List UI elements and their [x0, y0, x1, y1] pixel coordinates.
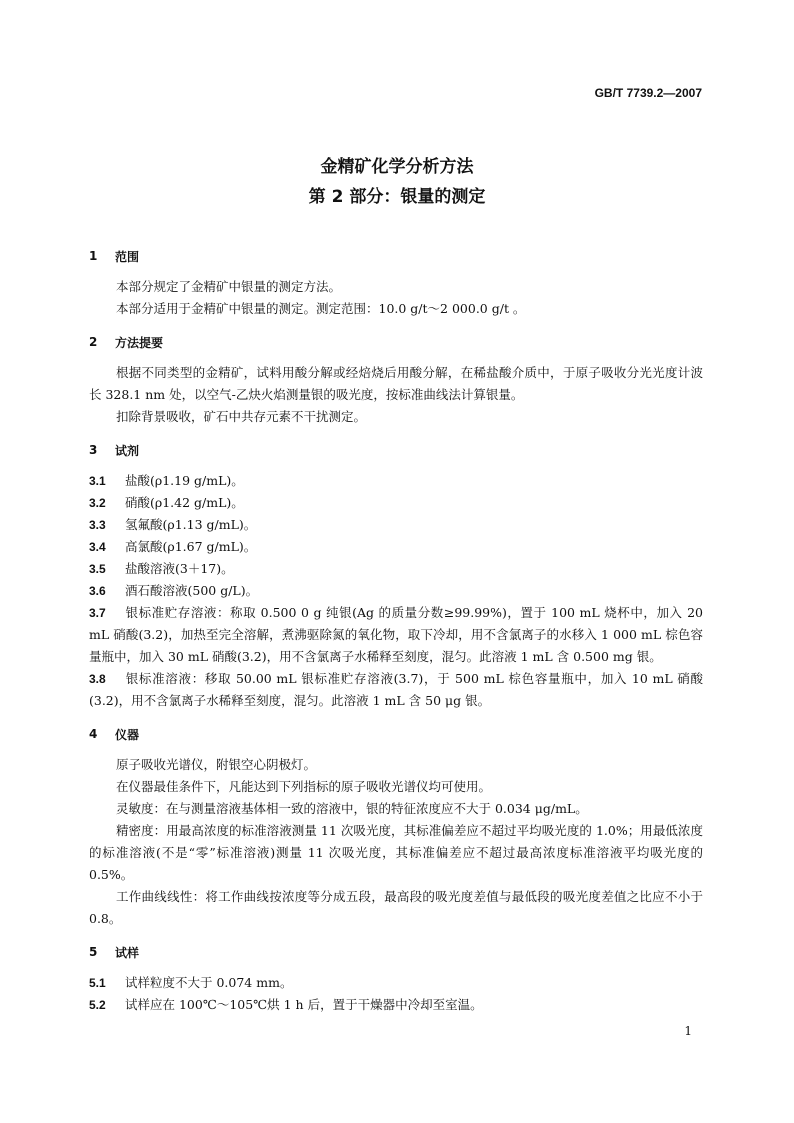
section-title: 试剂: [115, 443, 140, 458]
clause-text: 酒石酸溶液(500 g/L)。: [125, 583, 259, 598]
standard-code: GB/T 7739.2—2007: [594, 86, 702, 100]
clause-number: 3.8: [89, 672, 106, 686]
paragraph: 灵敏度：在与测量溶液基体相一致的溶液中，银的特征浓度应不大于 0.034 μg/mL。: [116, 801, 588, 816]
section-title: 范围: [115, 249, 140, 264]
clause-number: 3.5: [89, 562, 106, 576]
paragraph: 精密度：用最高浓度的标准溶液测量 11 次吸光度，其标准偏差应不超过平均吸光度的 1.0%；用最低浓度的标准溶液(不是“零”标准溶液)测量 11 次吸光度，其标准偏差应不超过最高浓度标准溶液平均吸光度的 0.5%。: [89, 823, 703, 882]
section-heading-sample: [89, 942, 703, 962]
section-heading-reagents: [89, 440, 703, 460]
document-body: [89, 246, 703, 1016]
clause-text: 盐酸(ρ1.19 g/mL)。: [125, 473, 244, 488]
clause-number: 3.7: [89, 606, 106, 620]
section-number: 3: [89, 443, 98, 457]
clause-text: 银标准溶液：移取 50.00 mL 银标准贮存溶液(3.7)，于 500 mL 棕色容量瓶中，加入 10 mL 硝酸(3.2)，用不含氯离子水稀释至刻度，混匀。此溶液 1 mL 含 50 μg 银。: [89, 671, 703, 708]
clause-number: 3.4: [89, 540, 106, 554]
clause-text: 试样粒度不大于 0.074 mm。: [125, 975, 293, 990]
list-item: [89, 994, 703, 1016]
page-number: 1: [684, 1024, 692, 1038]
section-number: 2: [89, 335, 98, 349]
section-title: 方法提要: [115, 335, 164, 350]
list-item: [89, 536, 703, 558]
document-title: 金精矿化学分析方法: [320, 157, 474, 177]
section-title: 试样: [115, 945, 140, 960]
clause-number: 3.1: [89, 474, 106, 488]
section-number: 1: [89, 249, 98, 263]
list-item: [89, 514, 703, 536]
section-title: 仪器: [115, 727, 140, 742]
clause-text: 高氯酸(ρ1.67 g/mL)。: [125, 539, 257, 554]
paragraph: 根据不同类型的金精矿，试料用酸分解或经焙烧后用酸分解，在稀盐酸介质中，于原子吸收分光光度计波长 328.1 nm 处，以空气-乙炔火焰测量银的吸光度，按标准曲线法计算银量。: [89, 365, 703, 402]
clause-text: 硝酸(ρ1.42 g/mL)。: [125, 495, 244, 510]
paragraph: 原子吸收光谱仪，附银空心阴极灯。: [116, 757, 317, 772]
clause-number: 5.2: [89, 998, 106, 1012]
clause-text: 氢氟酸(ρ1.13 g/mL)。: [125, 517, 257, 532]
list-item: [89, 470, 703, 492]
list-item: [89, 602, 703, 668]
paragraph: 扣除背景吸收，矿石中共存元素不干扰测定。: [116, 409, 367, 424]
document-subtitle: 第 2 部分：银量的测定: [308, 187, 486, 207]
list-item: [89, 558, 703, 580]
list-item: [89, 580, 703, 602]
clause-text: 银标准贮存溶液：称取 0.500 0 g 纯银(Ag 的质量分数≥99.99%)，置于 100 mL 烧杯中，加入 20 mL 硝酸(3.2)，加热至完全溶解，煮沸驱除氮的氧化物，取下冷却，用不含氯离子的水移入 1 000 mL 棕色容量瓶中，加入 30 mL 硝酸(3.2)，用不含氯离子水稀释至刻度，混匀。此溶液 1 mL 含 0.500 mg 银。: [89, 605, 703, 664]
clause-number: 3.6: [89, 584, 106, 598]
section-heading-apparatus: [89, 724, 703, 744]
section-number: 4: [89, 727, 98, 741]
clause-number: 5.1: [89, 976, 106, 990]
paragraph: 本部分规定了金精矿中银量的测定方法。: [116, 279, 342, 294]
paragraph: 在仪器最佳条件下，凡能达到下列指标的原子吸收光谱仪均可使用。: [116, 779, 492, 794]
list-item: [89, 668, 703, 712]
section-heading-principle: [89, 332, 703, 352]
section-number: 5: [89, 945, 98, 959]
clause-text: 盐酸溶液(3＋17)。: [125, 561, 234, 576]
clause-number: 3.3: [89, 518, 106, 532]
section-heading-scope: [89, 246, 703, 266]
list-item: [89, 972, 703, 994]
clause-number: 3.2: [89, 496, 106, 510]
paragraph: 本部分适用于金精矿中银量的测定。测定范围：10.0 g/t～2 000.0 g/t 。: [116, 301, 526, 316]
clause-text: 试样应在 100℃～105℃烘 1 h 后，置于干燥器中冷却至室温。: [125, 997, 483, 1012]
paragraph: 工作曲线线性：将工作曲线按浓度等分成五段，最高段的吸光度差值与最低段的吸光度差值之比应不小于 0.8。: [89, 889, 703, 926]
list-item: [89, 492, 703, 514]
